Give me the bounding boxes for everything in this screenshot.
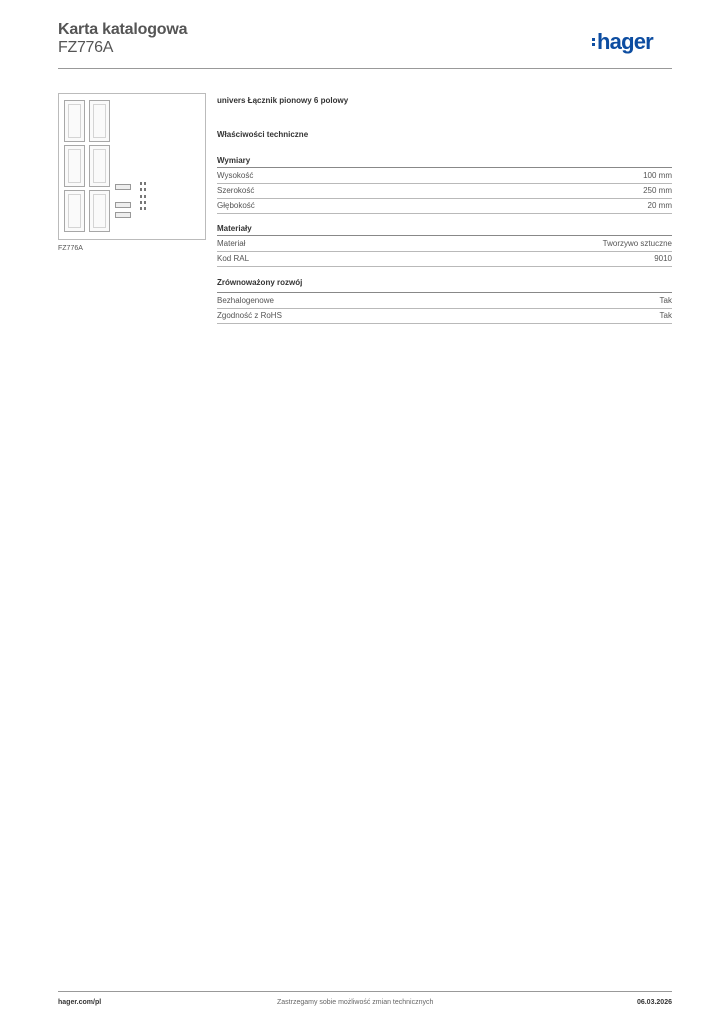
panel-shape	[89, 190, 110, 232]
spec-row	[217, 169, 672, 184]
product-name: univers Łącznik pionowy 6 polowy	[217, 96, 349, 105]
screw-dots	[140, 188, 148, 191]
panel-shape	[64, 145, 85, 187]
image-caption: FZ776A	[58, 245, 83, 252]
group-divider	[217, 167, 672, 168]
spec-row	[217, 237, 672, 252]
footer-date: 06.03.2026	[636, 999, 672, 1006]
screw-dots	[140, 207, 148, 210]
spec-value: Tak	[659, 311, 672, 320]
spec-row	[217, 199, 672, 214]
screw-dots	[140, 201, 148, 204]
document-title: Karta katalogowa	[58, 21, 188, 38]
group-divider	[217, 292, 672, 293]
spec-row	[217, 294, 672, 309]
screw-dots	[140, 195, 148, 198]
panel-shape	[89, 145, 110, 187]
spec-value: 100 mm	[643, 171, 672, 180]
spec-value: Tworzywo sztuczne	[602, 239, 672, 248]
spec-label: Bezhalogenowe	[217, 296, 274, 305]
panel-shape	[64, 190, 85, 232]
footer-disclaimer: Zastrzegamy sobie możliwość zmian technicznych	[277, 999, 434, 1006]
spec-row	[217, 184, 672, 199]
spec-row	[217, 309, 672, 324]
footer-divider	[58, 991, 672, 992]
group-divider	[217, 235, 672, 236]
hager-logo	[592, 29, 676, 55]
panel-shape	[64, 100, 85, 142]
rail-shape	[115, 202, 131, 208]
logo-text: hager	[597, 29, 653, 54]
spec-value: 250 mm	[643, 186, 672, 195]
group-title-dimensions: Wymiary	[217, 156, 251, 165]
spec-value: 20 mm	[647, 201, 672, 210]
spec-label: Materiał	[217, 239, 246, 248]
footer-website-link[interactable]: hager.com/pl	[58, 999, 102, 1006]
spec-value: Tak	[659, 296, 672, 305]
product-image	[58, 93, 206, 240]
logo-dots-icon	[592, 37, 595, 47]
spec-label: Głębokość	[217, 201, 255, 210]
spec-label: Kod RAL	[217, 254, 250, 263]
rail-shape	[115, 212, 131, 218]
screw-dots	[140, 182, 148, 185]
group-title-sustainability: Zrównoważony rozwój	[217, 278, 303, 287]
panel-shape	[89, 100, 110, 142]
group-title-materials: Materiały	[217, 224, 252, 233]
spec-value: 9010	[654, 254, 672, 263]
spec-row	[217, 252, 672, 267]
product-code: FZ776A	[58, 39, 114, 56]
header-divider	[58, 68, 672, 69]
rail-shape	[115, 184, 131, 190]
spec-label: Zgodność z RoHS	[217, 311, 282, 320]
spec-label: Wysokość	[217, 171, 254, 180]
section-title: Właściwości techniczne	[217, 130, 309, 139]
spec-label: Szerokość	[217, 186, 255, 195]
